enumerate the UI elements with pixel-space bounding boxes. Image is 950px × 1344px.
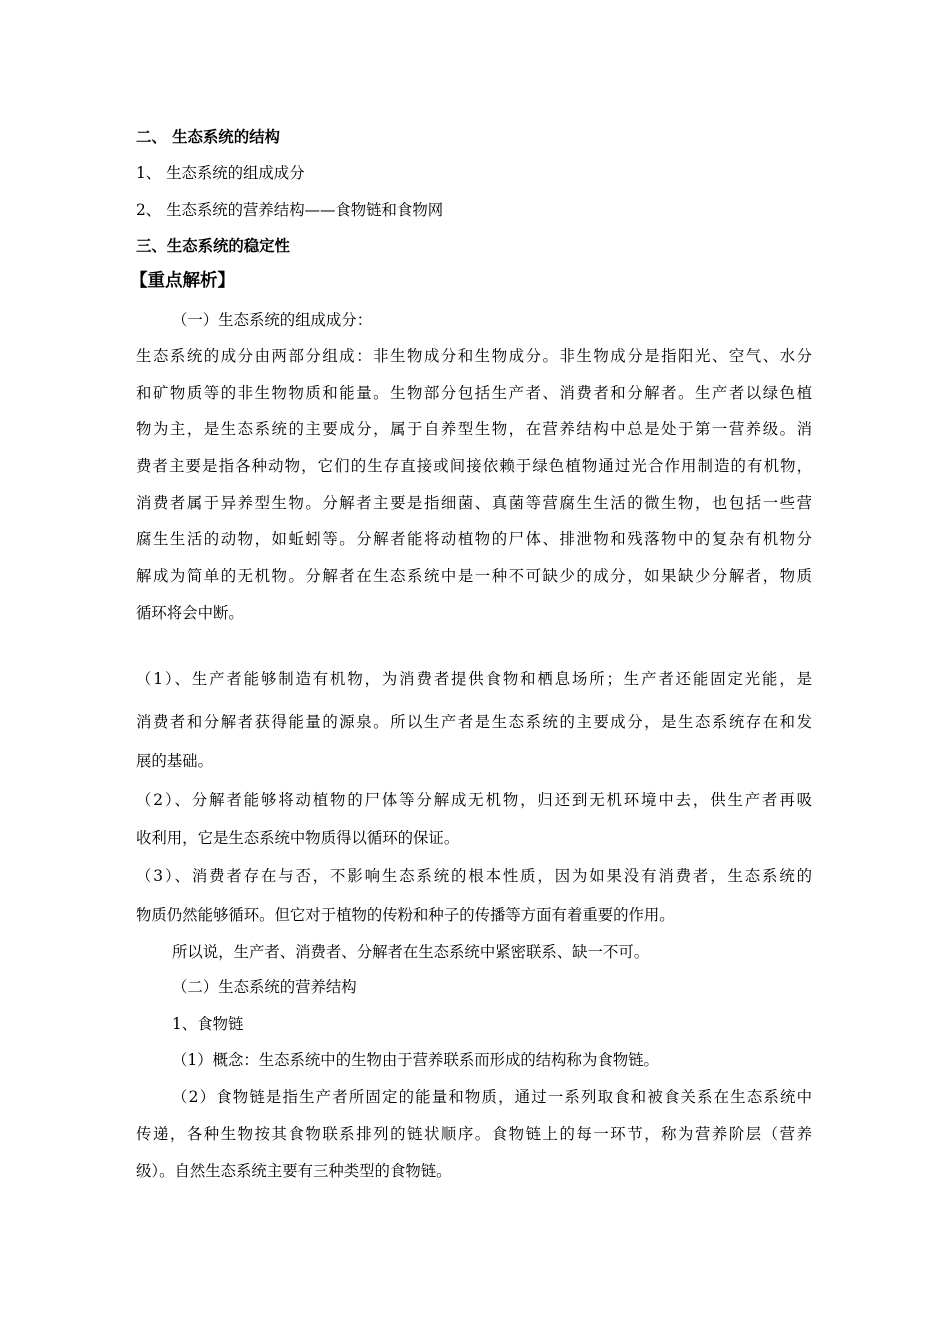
point-decomposers-line: （2）、分解者能够将动植物的尸体等分解成无机物，归还到无机环境中去，供生产者再吸 — [136, 791, 812, 809]
chain-description-line: （2）食物链是指生产者所固定的能量和物质，通过一系列取食和被食关系在生态系统中 — [172, 1088, 812, 1106]
point-producers-line: （1）、生产者能够制造有机物，为消费者提供食物和栖息场所；生产者还能固定光能，是 — [136, 670, 812, 688]
concept-line: （1）概念：生态系统中的生物由于营养联系而形成的结构称为食物链。 — [172, 1051, 659, 1069]
paragraph-line: 循环将会中断。 — [136, 604, 244, 622]
paragraph-line: 解成为简单的无机物。分解者在生态系统中是一种不可缺少的成分，如果缺少分解者，物质 — [136, 567, 812, 585]
subsection-components-title: （一）生态系统的组成成分： — [172, 311, 373, 329]
paragraph-line: 消费者属于异养型生物。分解者主要是指细菌、真菌等营腐生生活的微生物，也包括一些营 — [136, 494, 812, 512]
point-producers-line: 消费者和分解者获得能量的源泉。所以生产者是生态系统的主要成分，是生态系统存在和发 — [136, 713, 812, 731]
paragraph-line: 腐生生活的动物，如蚯蚓等。分解者能将动植物的尸体、排泄物和残落物中的复杂有机物分 — [136, 530, 812, 548]
subsection-nutrition-title: （二）生态系统的营养结构 — [172, 978, 357, 996]
point-producers-line: 展的基础。 — [136, 752, 213, 770]
heading-structure: 二、 生态系统的结构 — [136, 128, 280, 146]
point-consumers-line: 物质仍然能够循环。但它对于植物的传粉和种子的传播等方面有着重要的作用。 — [136, 906, 675, 924]
chain-description-line: 级）。自然生态系统主要有三种类型的食物链。 — [136, 1162, 452, 1180]
key-analysis-heading: 【重点解析】 — [130, 271, 235, 291]
point-consumers-line: （3）、消费者存在与否，不影响生态系统的根本性质，因为如果没有消费者，生态系统的 — [136, 867, 812, 885]
paragraph-line: 和矿物质等的非生物物质和能量。生物部分包括生产者、消费者和分解者。生产者以绿色植 — [136, 384, 812, 402]
point-decomposers-line: 收利用，它是生态系统中物质得以循环的保证。 — [136, 829, 460, 847]
heading-stability: 三、生态系统的稳定性 — [136, 237, 290, 255]
summary-line: 所以说，生产者、消费者、分解者在生态系统中紧密联系、缺一不可。 — [172, 943, 650, 961]
chain-description-line: 传递，各种生物按其食物联系排列的链状顺序。食物链上的每一环节，称为营养阶层（营养 — [136, 1125, 812, 1143]
paragraph-line: 生态系统的成分由两部分组成：非生物成分和生物成分。非生物成分是指阳光、空气、水分 — [136, 347, 812, 365]
item-nutrition-structure: 2、 生态系统的营养结构——食物链和食物网 — [136, 201, 444, 219]
paragraph-line: 费者主要是指各种动物，它们的生存直接或间接依赖于绿色植物通过光合作用制造的有机物， — [136, 457, 812, 475]
paragraph-line: 物为主，是生态系统的主要成分，属于自养型生物，在营养结构中总是处于第一营养级。消 — [136, 420, 812, 438]
item-components: 1、 生态系统的组成成分 — [136, 164, 305, 182]
food-chain-heading: 1、食物链 — [172, 1015, 244, 1033]
